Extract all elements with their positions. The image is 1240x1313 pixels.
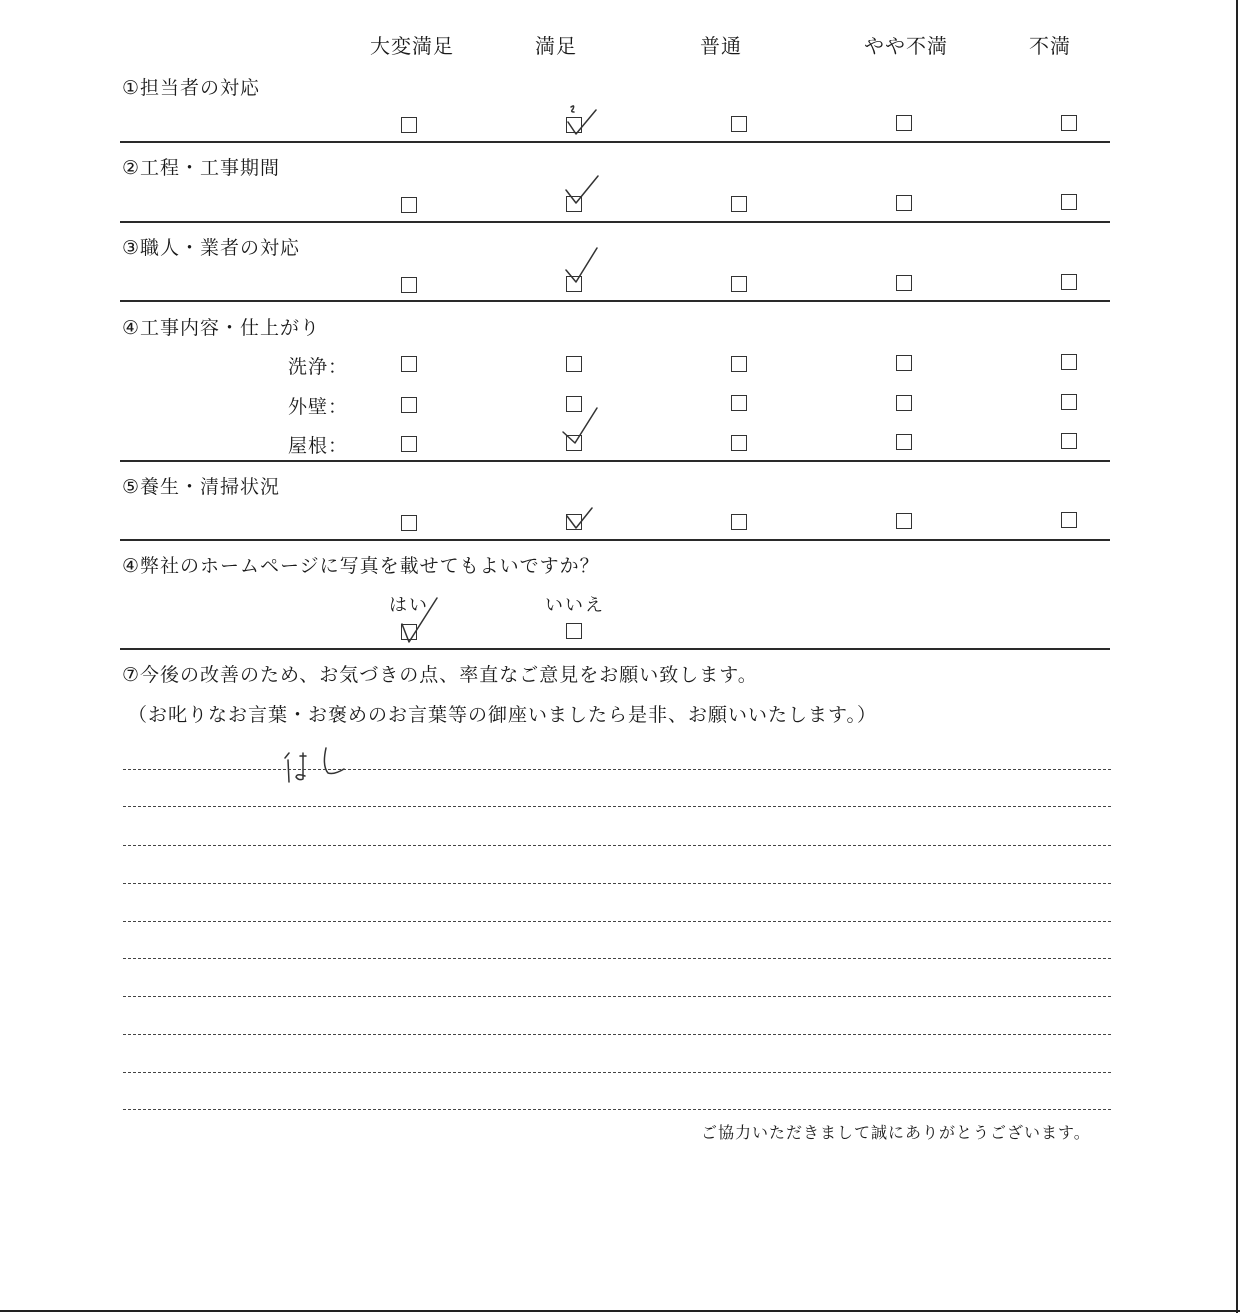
q3-checkbox-satisfied[interactable]: [566, 276, 582, 292]
q1-checkbox-neutral[interactable]: [731, 116, 747, 132]
q5-title: ⑤養生・清掃状況: [122, 476, 281, 498]
q7-title: ⑦今後の改善のため、お気づきの点、率直なご意見をお願い致します。: [122, 664, 758, 686]
q2-checkbox-neutral[interactable]: [731, 196, 747, 212]
q4-washing-checkbox-satisfied[interactable]: [566, 356, 582, 372]
q6-title: ④弊社のホームページに写真を載せてもよいですか？: [122, 555, 600, 577]
q3-checkbox-very-satisfied[interactable]: [401, 277, 417, 293]
comment-line: [123, 806, 1111, 807]
comment-line: [123, 1034, 1111, 1035]
q6-option-no-label: いいえ: [545, 595, 605, 616]
q1-checkbox-somewhat-dissatisfied[interactable]: [896, 115, 912, 131]
page-border-right: [1236, 0, 1238, 1313]
q1-satisfied-check-mark-scribble: [571, 106, 574, 112]
q4-divider: [120, 460, 1110, 462]
q1-title: ①担当者の対応: [122, 77, 261, 99]
q1-divider: [120, 141, 1110, 143]
q4-wall-checkbox-satisfied[interactable]: [566, 396, 582, 412]
q4-roof-checkbox-dissatisfied[interactable]: [1061, 433, 1077, 449]
comment-line: [123, 921, 1111, 922]
comment-line: [123, 883, 1111, 884]
q2-checkbox-somewhat-dissatisfied[interactable]: [896, 195, 912, 211]
q3-checkbox-dissatisfied[interactable]: [1061, 274, 1077, 290]
q4-wall-checkbox-dissatisfied[interactable]: [1061, 394, 1077, 410]
q7-answer-text: [118, 756, 119, 757]
q6-divider: [120, 648, 1110, 650]
comment-line: [123, 958, 1111, 959]
q4-roof-checkbox-very-satisfied[interactable]: [401, 436, 417, 452]
q4-wall-checkbox-somewhat-dissatisfied[interactable]: [896, 395, 912, 411]
column-header-dissatisfied: 不満: [1029, 34, 1071, 58]
q4-roof-checkbox-satisfied[interactable]: [566, 435, 582, 451]
q5-checkbox-very-satisfied[interactable]: [401, 515, 417, 531]
comment-line: [123, 1072, 1111, 1073]
comment-line: [123, 769, 1111, 770]
q1-checkbox-very-satisfied[interactable]: [401, 117, 417, 133]
column-header-neutral: 普通: [700, 34, 742, 58]
q5-checkbox-dissatisfied[interactable]: [1061, 512, 1077, 528]
q2-title: ②工程・工事期間: [122, 157, 281, 179]
q3-checkbox-neutral[interactable]: [731, 276, 747, 292]
q4-sub-label-washing: 洗浄：: [287, 356, 348, 378]
q2-divider: [120, 221, 1110, 223]
q4-roof-checkbox-neutral[interactable]: [731, 435, 747, 451]
q2-checkbox-satisfied[interactable]: [566, 196, 582, 212]
q6-option-yes-label: はい: [389, 595, 429, 616]
page-border-bottom: [0, 1310, 1240, 1312]
q4-washing-checkbox-somewhat-dissatisfied[interactable]: [896, 355, 912, 371]
q5-checkbox-somewhat-dissatisfied[interactable]: [896, 513, 912, 529]
comment-line: [123, 1109, 1111, 1110]
q3-divider: [120, 300, 1110, 302]
column-header-satisfied: 満足: [535, 34, 577, 58]
q4-wall-checkbox-neutral[interactable]: [731, 395, 747, 411]
q7-handwritten-answer: [285, 748, 344, 782]
comment-line: [123, 996, 1111, 997]
thanks-message: ご協力いただきまして誠にありがとうございます。: [701, 1123, 1091, 1142]
q6-checkbox-yes[interactable]: [401, 624, 417, 640]
q4-sub-label-exterior-wall: 外壁：: [287, 396, 348, 418]
column-header-very-satisfied: 大変満足: [370, 34, 454, 58]
q3-title: ③職人・業者の対応: [122, 237, 301, 259]
q2-checkbox-dissatisfied[interactable]: [1061, 194, 1077, 210]
q5-checkbox-neutral[interactable]: [731, 514, 747, 530]
q1-checkbox-dissatisfied[interactable]: [1061, 115, 1077, 131]
q4-sub-label-roof: 屋根：: [287, 435, 348, 457]
q3-checkbox-somewhat-dissatisfied[interactable]: [896, 275, 912, 291]
column-header-somewhat-dissatisfied: やや不満: [864, 34, 948, 58]
q5-checkbox-satisfied[interactable]: [566, 514, 582, 530]
q6-checkbox-no[interactable]: [566, 623, 582, 639]
q7-subtitle: （お叱りなお言葉・お褒めのお言葉等の御座いましたら是非、お願いいたします。）: [128, 704, 877, 726]
q4-roof-checkbox-somewhat-dissatisfied[interactable]: [896, 434, 912, 450]
q4-wall-checkbox-very-satisfied[interactable]: [401, 397, 417, 413]
q2-checkbox-very-satisfied[interactable]: [401, 197, 417, 213]
q4-washing-checkbox-dissatisfied[interactable]: [1061, 354, 1077, 370]
q1-checkbox-satisfied[interactable]: [566, 117, 582, 133]
q4-title: ④工事内容・仕上がり: [122, 317, 321, 339]
q5-divider: [120, 539, 1110, 541]
comment-line: [123, 845, 1111, 846]
q4-washing-checkbox-very-satisfied[interactable]: [401, 356, 417, 372]
q4-washing-checkbox-neutral[interactable]: [731, 356, 747, 372]
